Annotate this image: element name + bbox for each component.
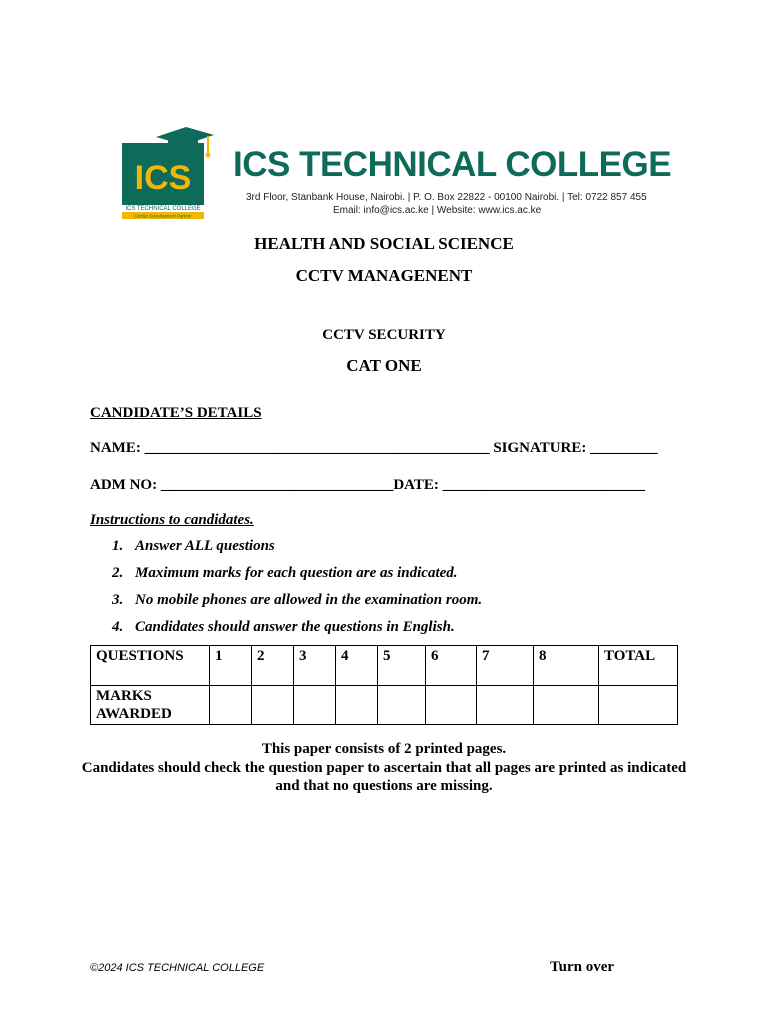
table-header-cell: 3 <box>294 646 336 686</box>
logo-caption: ICS TECHNICAL COLLEGE <box>125 206 201 212</box>
logo-text: ICS <box>134 159 192 197</box>
table-header-cell: 5 <box>378 646 426 686</box>
marks-cell <box>599 686 678 725</box>
table-header-cell: TOTAL <box>599 646 678 686</box>
course-title: CCTV MANAGENENT <box>295 266 473 285</box>
turn-over-label: Turn over <box>550 959 615 975</box>
marks-cell <box>210 686 252 725</box>
instructions-list <box>112 538 482 646</box>
marks-cell <box>336 686 378 725</box>
instruction-item: 3. No mobile phones are allowed in the examination room. <box>112 592 483 608</box>
college-name: ICS TECHNICAL COLLEGE <box>233 145 672 184</box>
marks-awarded-label: MARKS AWARDED <box>91 686 210 725</box>
logo-tagline: Center Development Partner <box>134 213 192 219</box>
table-row <box>91 646 678 686</box>
marks-cell <box>294 686 336 725</box>
instruction-item: 4. Candidates should answer the questions in English. <box>112 619 455 635</box>
table-header-cell: 6 <box>426 646 477 686</box>
department-title: HEALTH AND SOCIAL SCIENCE <box>254 234 514 253</box>
instructions-heading: Instructions to candidates. <box>90 512 254 528</box>
marks-table <box>90 645 678 725</box>
name-signature-field: NAME: ______________________________________________ SIGNATURE: _________ <box>90 440 658 456</box>
table-header-cell: 1 <box>210 646 252 686</box>
table-header-cell: 2 <box>252 646 294 686</box>
marks-cell <box>252 686 294 725</box>
page-count-note: This paper consists of 2 printed pages. <box>261 741 507 757</box>
copyright-footer: ©2024 ICS TECHNICAL COLLEGE <box>90 962 265 974</box>
table-header-cell: 8 <box>534 646 599 686</box>
check-note-line2: and that no questions are missing. <box>275 778 493 794</box>
table-header-cell: QUESTIONS <box>91 646 210 686</box>
instruction-item: 2. Maximum marks for each question are as indicated. <box>112 565 458 581</box>
marks-cell <box>378 686 426 725</box>
table-row <box>91 686 678 725</box>
marks-cell <box>426 686 477 725</box>
marks-cell <box>477 686 534 725</box>
college-logo <box>122 127 214 219</box>
unit-title: CCTV SECURITY <box>322 327 446 343</box>
table-header-cell: 7 <box>477 646 534 686</box>
exam-title: CAT ONE <box>346 356 422 375</box>
table-header-cell: 4 <box>336 646 378 686</box>
check-note-line1: Candidates should check the question paper to ascertain that all pages are printed as indicated <box>81 760 687 776</box>
college-address: 3rd Floor, Stanbank House, Nairobi. | P. O. Box 22822 - 00100 Nairobi. | Tel: 0722 857 455 <box>246 192 647 203</box>
adm-date-field: ADM NO: _______________________________DATE: ___________________________ <box>90 477 646 493</box>
college-contacts: Email: info@ics.ac.ke | Website: www.ics.ac.ke <box>333 205 542 216</box>
marks-cell <box>534 686 599 725</box>
instruction-item: 1. Answer ALL questions <box>112 538 275 554</box>
candidate-details-heading: CANDIDATE’S DETAILS <box>90 405 262 421</box>
